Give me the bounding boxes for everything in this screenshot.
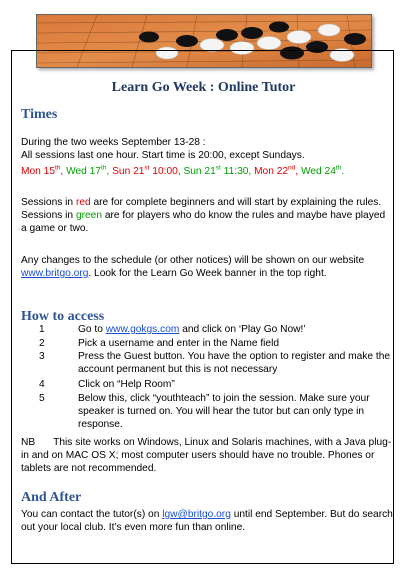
- step-number: 3: [39, 351, 45, 362]
- times-line-2: All sessions last one hour. Start time is 20:00, except Sundays.: [21, 150, 305, 161]
- session-item: Wed 17th,: [66, 165, 113, 178]
- session-list: [21, 162, 393, 178]
- after-paragraph: You can contact the tutor(s) on lgw@britgo.org until end September. But do search out your local club. It’s even more fun than online.: [21, 509, 393, 533]
- changes-paragraph: Any changes to the schedule (or other notices) will be shown on our website www.britgo.org. Look for the Learn Go Week banner in the top right.: [21, 255, 365, 279]
- step-number: 1: [39, 324, 45, 335]
- access-heading: How to access: [21, 309, 105, 324]
- session-item: Mon 22nd,: [254, 165, 301, 178]
- after-heading: And After: [21, 490, 82, 505]
- session-item: Wed 24th.: [300, 165, 345, 178]
- britgo-link[interactable]: www.britgo.org: [21, 268, 89, 279]
- step-text: Click on “Help Room”: [78, 379, 175, 390]
- kgs-link[interactable]: www.gokgs.com: [105, 324, 180, 335]
- step-text: Press the Guest button. You have the option to register and make the account permanent but this is not necessary: [78, 351, 391, 375]
- legend-red-word: red: [75, 197, 91, 208]
- session-item: Mon 15th,: [21, 165, 67, 178]
- step-text: Below this, click “youthteach” to join the session. Make sure your speaker is turned on. You will hear the tutor but can only type in response.: [78, 393, 370, 430]
- legend-green-word: green: [75, 210, 102, 221]
- tutor-email-link[interactable]: lgw@britgo.org: [162, 509, 231, 520]
- session-item: Sun 21st 11:30,: [183, 165, 255, 178]
- document-frame: [11, 50, 394, 564]
- step-number: 5: [39, 393, 45, 404]
- step-number: 4: [39, 379, 45, 390]
- times-heading: Times: [21, 107, 58, 122]
- session-item: Sun 21st 10:00,: [112, 165, 184, 178]
- nb-text: This site works on Windows, Linux and Solaris machines, with a Java plug-in and on MAC OS X; most computer users should have no trouble. Phones or tablets are not recommended.: [21, 437, 392, 474]
- step-number: 2: [39, 338, 45, 349]
- times-line-1: During the two weeks September 13-28 :: [21, 137, 206, 148]
- nb-label: NB: [21, 437, 36, 448]
- step-text: Pick a username and enter in the Name field: [78, 338, 280, 349]
- nb-note: [21, 436, 393, 475]
- page-title: Learn Go Week : Online Tutor: [111, 80, 296, 95]
- step-text: Go to www.gokgs.com and click on ‘Play Go Now!’: [78, 324, 306, 335]
- times-paragraph: [21, 136, 393, 178]
- sessions-legend: Sessions in red are for complete beginners and will start by explaining the rules. Sessions in green are for players who do know the rules and maybe have played a game or two.: [21, 197, 386, 234]
